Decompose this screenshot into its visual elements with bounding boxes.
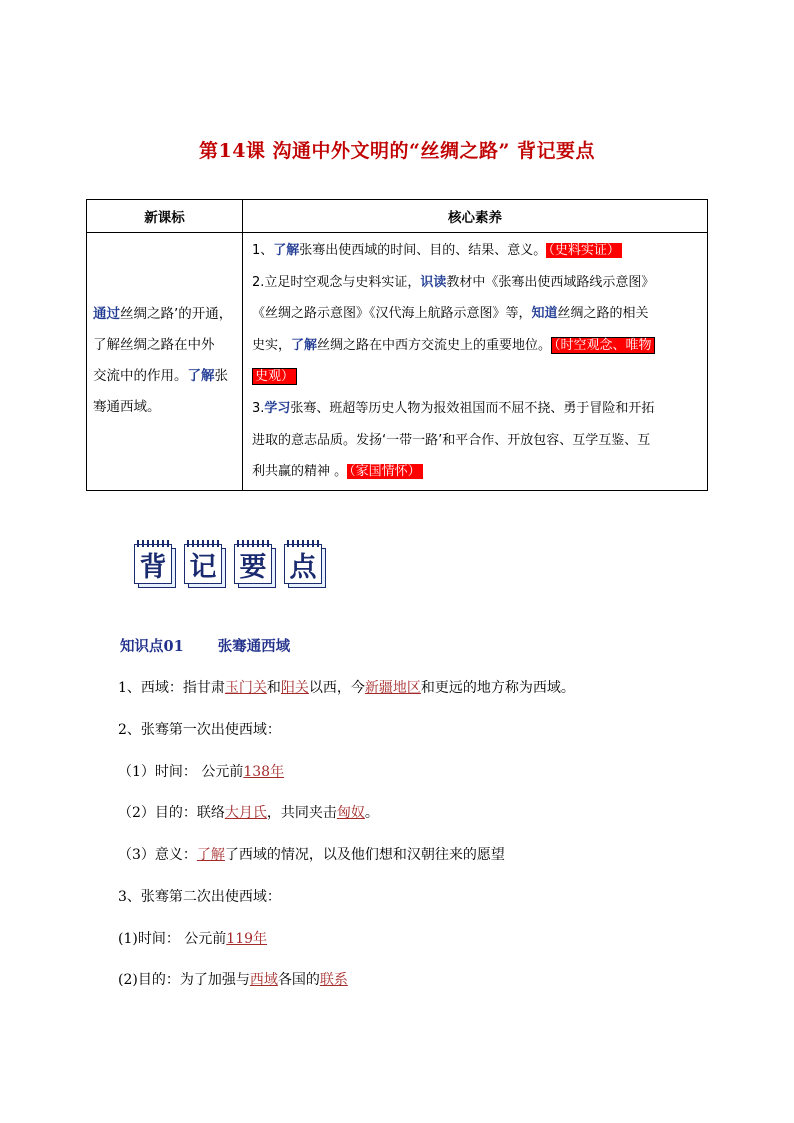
badge-char: 记	[184, 544, 222, 584]
note-line-2: 2、张骞第一次出使西域：	[118, 722, 281, 738]
text: 交流中的作用。	[93, 368, 188, 385]
text: 了西域的情况，以及他们想和汉朝往来的愿望	[224, 847, 505, 863]
text: 张	[214, 368, 228, 385]
text: 。	[364, 805, 379, 821]
text: 3.	[252, 400, 265, 416]
knowledge-point-number: 知识点01	[120, 638, 184, 655]
text: （3）意义：	[118, 847, 197, 863]
text: 张骞出使西域的时间、目的、结果、意义。	[299, 243, 547, 258]
header-new-standard: 新课标	[87, 200, 243, 233]
answer: 西域	[249, 972, 278, 988]
standard-line	[93, 299, 236, 330]
notebook-rings-icon	[287, 540, 319, 547]
text: (2)目的：为了加强与	[118, 972, 250, 988]
table-row	[87, 233, 708, 491]
keyword: 了解	[291, 337, 318, 353]
knowledge-point-heading	[120, 635, 290, 656]
text: 1、	[252, 243, 274, 258]
note-line-1	[118, 677, 575, 697]
note-line-6: 3、张骞第二次出使西域：	[118, 889, 281, 905]
text: 利共赢的精神 。	[252, 464, 348, 480]
answer: 联系	[319, 972, 348, 988]
note-line-3	[118, 761, 284, 781]
text: 进取的意志品质。发扬‘一带一路’和平合作、开放包容、互学互鉴、互	[252, 432, 651, 448]
badge-ji	[184, 540, 226, 586]
keyword: 学习	[264, 400, 291, 416]
literacy-tag: （时空观念、唯物	[551, 337, 655, 354]
section-badges	[134, 540, 326, 586]
literacy-tag: 史观）	[252, 368, 297, 385]
text: 和更远的地方称为西域。	[420, 680, 575, 696]
text: ，共同夹击	[266, 805, 337, 821]
standard-line	[93, 361, 236, 392]
answer: 138年	[243, 764, 285, 780]
keyword: 了解	[187, 368, 215, 385]
badge-char: 要	[234, 544, 272, 584]
notebook-rings-icon	[137, 540, 169, 547]
standard-line: 了解丝绸之路在中外	[93, 337, 215, 354]
text: 张骞、班超等历史人物为报效祖国而不屈不挠、勇于冒险和开拓	[290, 400, 655, 416]
text: (1)时间： 公元前	[118, 931, 227, 947]
notebook-rings-icon	[237, 540, 269, 547]
header-core-literacy: 核心素养	[243, 200, 708, 233]
text: 丝绸之路的相关	[557, 306, 649, 322]
knowledge-point-title: 张骞通西域	[217, 638, 291, 655]
new-standard-cell	[87, 233, 243, 491]
text: 2.立足时空观念与史料实证，	[252, 274, 421, 290]
answer: 119年	[226, 931, 268, 947]
page-title: 第14课 沟通中外文明的“丝绸之路” 背记要点	[198, 140, 596, 162]
note-line-7	[118, 928, 267, 948]
badge-dian	[284, 540, 326, 586]
answer: 阳关	[280, 680, 309, 696]
text: （2）目的：联络	[118, 805, 225, 821]
keyword: 了解	[273, 243, 300, 258]
text: （1）时间： 公元前	[118, 764, 244, 780]
keyword: 识读	[420, 274, 447, 290]
literacy-tag: （史料实证）	[548, 243, 620, 258]
core-literacy-cell	[243, 233, 708, 491]
text: 史实，	[252, 337, 292, 353]
text: 丝绸之路’的开通，	[120, 306, 233, 323]
text: 以西，今	[308, 680, 365, 696]
text: 1、西域：指甘肃	[118, 680, 225, 696]
note-line-8	[118, 969, 348, 989]
badge-char: 背	[134, 544, 172, 584]
text: 丝绸之路在中西方交流史上的重要地位。	[317, 337, 552, 353]
keyword: 通过	[93, 306, 120, 323]
badge-char: 点	[284, 544, 322, 584]
answer: 了解	[196, 847, 225, 863]
answer: 新疆地区	[364, 680, 421, 696]
standard-line: 骞通西域。	[93, 399, 161, 416]
answer: 大月氏	[224, 805, 267, 821]
curriculum-table	[86, 199, 708, 491]
text: 各国的	[277, 972, 320, 988]
note-line-5	[118, 844, 505, 864]
answer: 玉门关	[224, 680, 267, 696]
literacy-tag: （家国情怀）	[349, 464, 421, 480]
literacy-item-3	[252, 393, 701, 488]
literacy-item-1	[252, 235, 701, 267]
text: 教材中《张骞出使西域路线示意图》	[446, 274, 655, 290]
answer: 匈奴	[336, 805, 365, 821]
table-header-row	[87, 200, 708, 233]
badge-bei	[134, 540, 176, 586]
note-line-4	[118, 802, 379, 822]
keyword: 知道	[531, 306, 558, 322]
text: 和	[266, 680, 281, 696]
notebook-rings-icon	[187, 540, 219, 547]
literacy-item-2	[252, 267, 701, 393]
badge-yao	[234, 540, 276, 586]
text: 《丝绸之路示意图》《汉代海上航路示意图》等，	[252, 306, 532, 322]
